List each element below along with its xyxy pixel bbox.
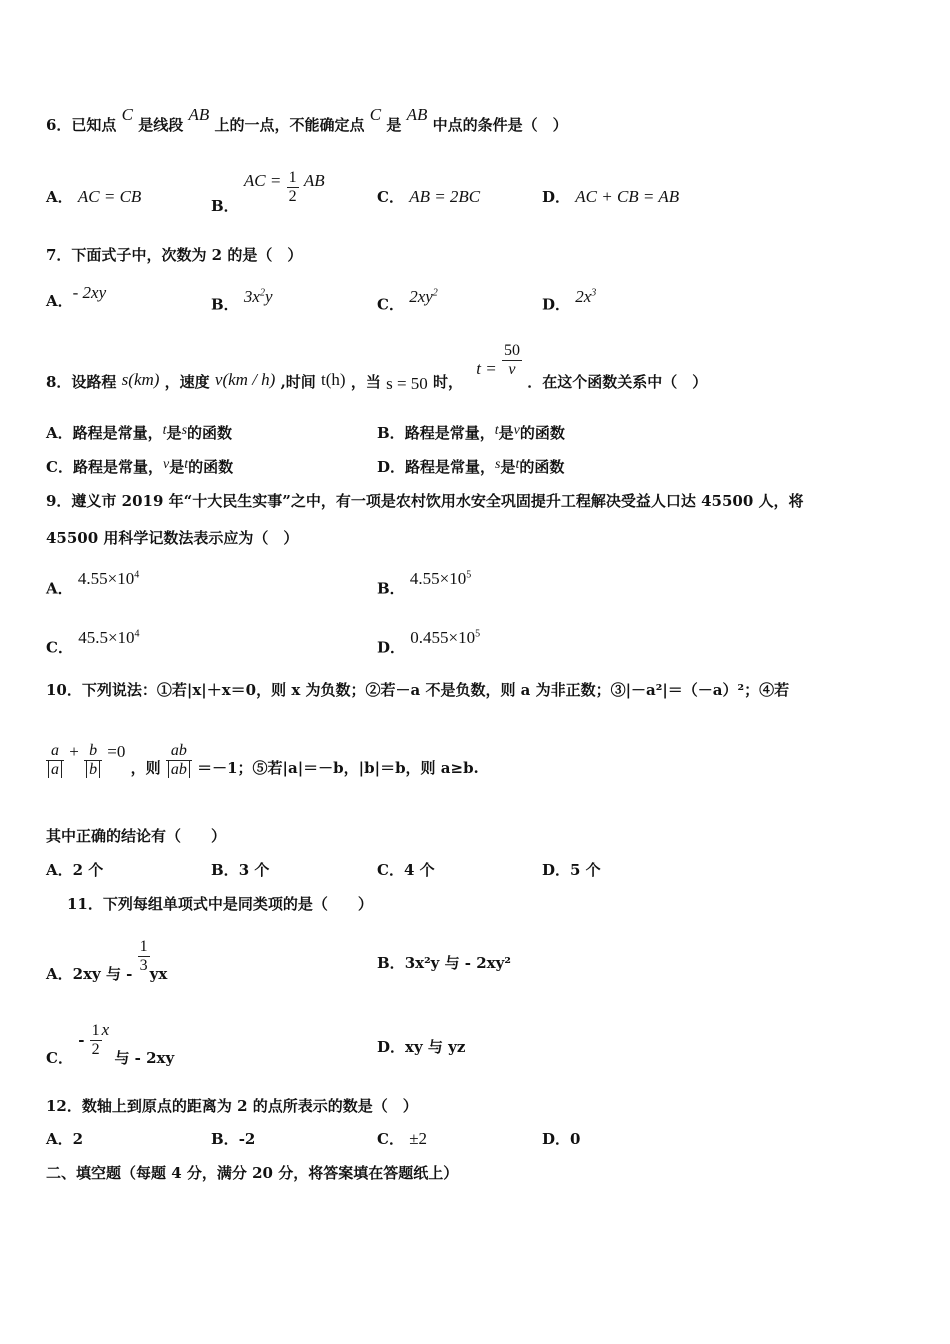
q7-stem: 7．下面式子中，次数为 2 的是（ ） <box>46 246 303 264</box>
q7-option-a: A．- 2xy <box>46 283 107 310</box>
q6-option-c: C． AB = 2BC <box>377 187 481 206</box>
q11-option-d: D．xy 与 yz <box>377 1038 466 1056</box>
q6-stem: 6．已知点 C 是线段 AB 上的一点，不能确定点 C 是 AB 中点的条件是（ ） <box>46 105 568 134</box>
q9-option-c: C． $45.5\times 10^4$ <box>46 627 140 657</box>
q11-stem: 11．下列每组单项式中是同类项的是（ ） <box>67 895 373 913</box>
q10-option-c: C．4 个 <box>377 861 435 879</box>
q10-option-b: B．3 个 <box>211 861 270 879</box>
q10-stem-line1: 10．下列说法：①若|x|＋x＝0，则 x 为负数；②若－a 不是负数，则 a 为非正数；③|－a²|＝（－a）²；④若 <box>46 681 790 699</box>
q9-option-d: D． $0.455\times 10^5$ <box>377 627 481 657</box>
q10-stem-line2: $\frac{a}{a}$ + $\frac{b}{b}$ =0 ，则 $\frac{ab}{ab}$ ＝－1；⑤若|a|＝－b，|b|＝b，则 a≥b. <box>46 742 479 779</box>
q9-stem-line2: 45500 用科学记数法表示应为（ ） <box>46 529 299 547</box>
q9-option-b: B． $4.55\times 10^5$ <box>377 568 472 598</box>
q11-option-c: C． - $\frac{1}{2}$ x 与 - 2xy <box>46 1019 175 1067</box>
q8-stem: 8．设路程 s(km) ，速度 v(km / h) ,时间 t(h) ，当 s = 50 时， t = $\frac{50}{v}$ ．在这个函数关系中（ ） <box>46 342 708 393</box>
q12-option-c: C． ±2 <box>377 1129 428 1148</box>
q8-option-c: C．路程是常量，v是t的函数 <box>46 457 234 476</box>
q9-option-a: A． $4.55\times 10^4$ <box>46 568 140 598</box>
q10-option-d: D．5 个 <box>542 861 601 879</box>
q10-option-a: A．2 个 <box>46 861 104 879</box>
q12-option-a: A．2 <box>46 1130 84 1148</box>
q7-option-b: B． $3x^2y$ <box>211 286 273 314</box>
q8-option-d: D．路程是常量，s是t的函数 <box>377 457 565 476</box>
q7-option-d: D． $2x^3$ <box>542 286 597 314</box>
q6-option-b: B． AC = $\frac{1}{2}$ AB <box>211 169 325 215</box>
q10-stem-line3: 其中正确的结论有（ ） <box>46 827 227 845</box>
q11-option-b: B．3x²y 与 - 2xy² <box>377 954 511 972</box>
q12-option-b: B．-2 <box>211 1130 256 1148</box>
q6-option-d: D． AC + CB = AB <box>542 187 680 206</box>
q9-stem-line1: 9．遵义市 2019 年“十大民生实事”之中，有一项是农村饮用水安全巩固提升工程解决受益人口达 45500 人，将 <box>46 492 804 510</box>
q11-option-a: A．2xy 与 - $\frac{1}{3}$ yx <box>46 938 168 983</box>
q6-option-a: A． AC = CB <box>46 187 142 206</box>
q12-stem: 12．数轴上到原点的距离为 2 的点所表示的数是（ ） <box>46 1097 418 1115</box>
q12-option-d: D．0 <box>542 1130 581 1148</box>
q8-option-a: A．路程是常量，t是s的函数 <box>46 423 233 442</box>
section-heading-fill-blank: 二、填空题（每题 4 分，满分 20 分，将答案填在答题纸上） <box>46 1164 459 1182</box>
q8-option-b: B．路程是常量，t是v的函数 <box>377 423 565 442</box>
q7-option-c: C． $2xy^2$ <box>377 286 438 314</box>
